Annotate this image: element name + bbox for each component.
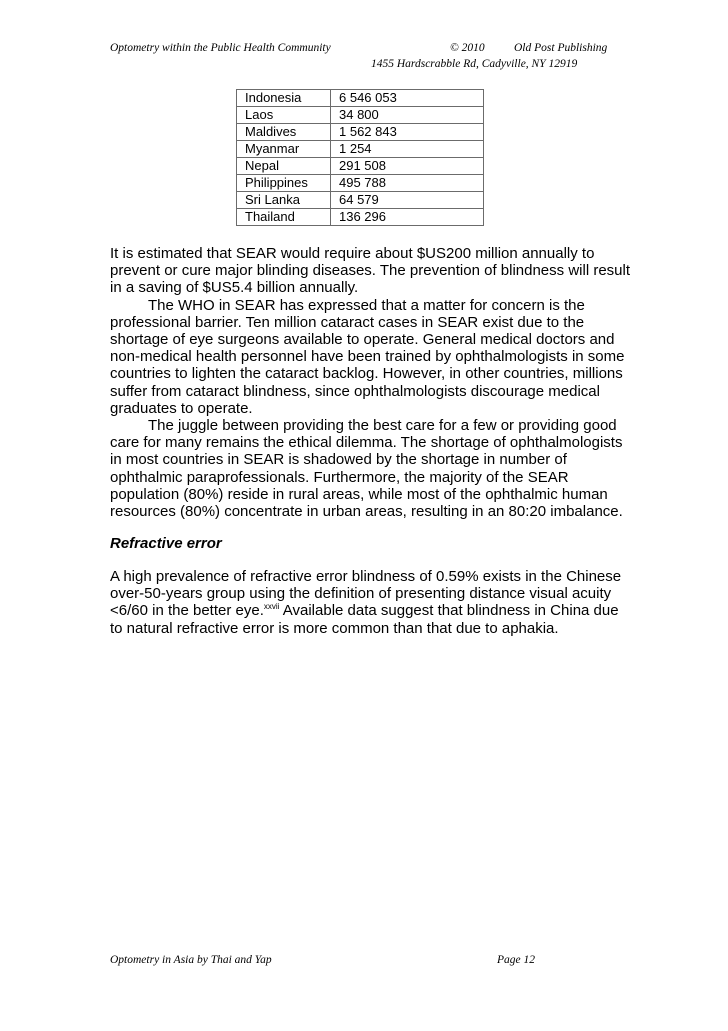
- footer-page-number: Page 12: [497, 954, 536, 966]
- table-row: [237, 141, 484, 158]
- header-book-title: Optometry within the Public Health Community: [110, 42, 331, 54]
- country-cell: Myanmar: [237, 141, 331, 158]
- table-row: [237, 158, 484, 175]
- country-cell: Nepal: [237, 158, 331, 175]
- table-row: [237, 124, 484, 141]
- country-cell: Thailand: [237, 209, 331, 226]
- value-cell: 136 296: [331, 209, 484, 226]
- value-cell: 64 579: [331, 192, 484, 209]
- footer-book-title: Optometry in Asia by Thai and Yap: [110, 954, 272, 966]
- value-cell: 495 788: [331, 175, 484, 192]
- country-cell: Maldives: [237, 124, 331, 141]
- header-address: 1455 Hardscrabble Rd, Cadyville, NY 12919: [371, 58, 578, 70]
- table-row: [237, 209, 484, 226]
- header-publisher: Old Post Publishing: [514, 42, 608, 54]
- value-cell: 1 562 843: [331, 124, 484, 141]
- value-cell: 1 254: [331, 141, 484, 158]
- body-text: [110, 245, 630, 520]
- value-cell: 291 508: [331, 158, 484, 175]
- paragraph-professional-barrier: The WHO in SEAR has expressed that a matter for concern is the professional barrier. Ten million cataract cases in SEAR exist due to the shortage of eye surgeons available to operate. General medical doctors and non-medical health personnel have been trained by ophthalmologists in some countries to lighten the cataract backlog. However, in other countries, millions suffer from cataract blindness, since ophthalmologists discourage medical graduates to operate.: [110, 296, 625, 417]
- paragraph-cost-estimate: It is estimated that SEAR would require about $US200 million annually to prevent or cure major blinding diseases. The prevention of blindness will result in a saving of $US5.4 billion annually.: [110, 245, 630, 297]
- table-row: [237, 192, 484, 209]
- paragraph-refractive-error: [110, 568, 630, 637]
- footnote-reference: xxvii: [263, 602, 280, 612]
- country-cell: Indonesia: [237, 90, 331, 107]
- value-cell: 34 800: [331, 107, 484, 124]
- value-cell: 6 546 053: [331, 90, 484, 107]
- refractive-error-text: [110, 568, 630, 637]
- table-row: [237, 90, 484, 107]
- table-row: [237, 175, 484, 192]
- section-heading: Refractive error: [110, 535, 222, 552]
- header-copyright: © 2010: [450, 42, 485, 54]
- paragraph-text-after: Available data suggest that blindness in China due to natural refractive error is more common than that due to aphakia.: [110, 602, 619, 637]
- country-data-table: [236, 89, 484, 226]
- paragraph-text-before: A high prevalence of refractive error blindness of 0.59% exists in the Chinese over-50-years group using the definition of presenting distance visual acuity <6/60 in the better eye.: [110, 568, 622, 620]
- country-cell: Sri Lanka: [237, 192, 331, 209]
- table-row: [237, 107, 484, 124]
- paragraph-ethical-dilemma: The juggle between providing the best care for a few or providing good care for many remains the ethical dilemma. The shortage of ophthalmologists in most countries in SEAR is shadowed by the shortage in number of ophthalmic paraprofessionals. Furthermore, the majority of the SEAR population (80%) reside in rural areas, while most of the ophthalmic human resources (80%) concentrate in urban areas, resulting in an 80:20 imbalance.: [110, 417, 623, 521]
- country-cell: Philippines: [237, 175, 331, 192]
- country-cell: Laos: [237, 107, 331, 124]
